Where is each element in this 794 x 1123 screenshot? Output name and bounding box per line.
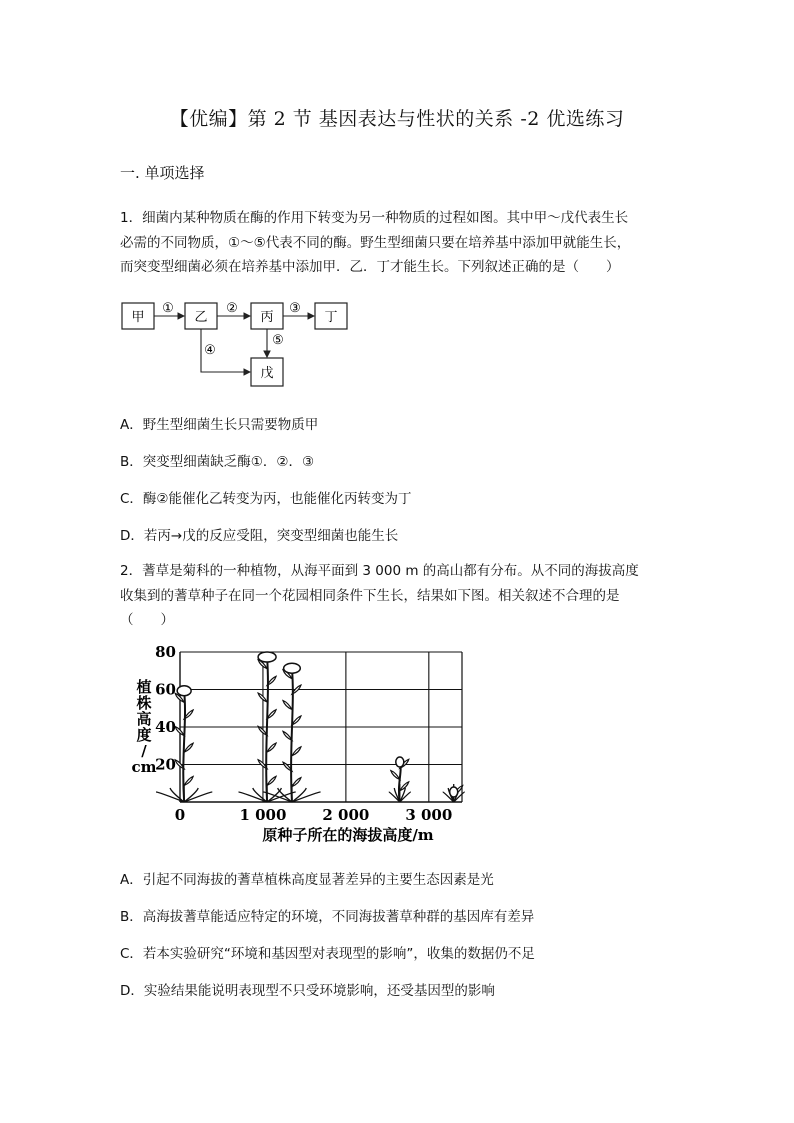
y-tick-label: 20 [155,755,176,774]
question-1-line: 而突变型细菌必须在培养基中添加甲．乙．丁才能生长。下列叙述正确的是（ ） [120,259,620,275]
question-1-option-b: B．突变型细菌缺乏酶①．②．③ [120,454,315,470]
question-1-text [120,206,690,280]
plant-leaf [391,771,400,780]
plant-flower-head [284,663,301,673]
page-title: 【优编】第 2 节 基因表达与性状的关系 -2 优选练习 [169,108,625,130]
plant-leaf [283,731,292,740]
x-tick-label: 0 [174,806,186,824]
plant-height-chart [120,640,480,850]
enzyme-label: ⑤ [272,333,284,348]
node-label: 丙 [260,310,274,325]
y-tick-label: 60 [155,680,176,699]
section-heading: 一. 单项选择 [120,164,205,182]
x-tick-label: 1 000 [239,806,287,824]
y-tick-label: 80 [155,643,176,661]
question-2-text [120,559,690,633]
plant-leaf [400,792,411,802]
question-2-line: （ ） [120,612,174,628]
question-2-option-d: D．实验结果能说明表现型不只受环境影响，还受基因型的影响 [120,983,495,999]
node-label: 甲 [131,310,145,325]
plant-flower-head [177,686,191,696]
plant-stem [266,658,268,802]
plant-leaf [292,778,301,787]
plant-flower-head [396,757,404,767]
plant-leaf [184,743,193,752]
y-axis-label: 高 [136,710,152,728]
plant-flower-head [450,787,458,797]
plant-leaf [267,776,276,785]
question-2-option-b: B．高海拔蓍草能适应特定的环境，不同海拔蓍草种群的基因库有差异 [120,909,535,925]
node-label: 乙 [194,310,208,325]
plant-leaf [184,792,212,802]
x-tick-label: 3 000 [405,806,453,824]
y-axis-label: 度 [136,726,152,744]
plant-leaf [267,710,276,719]
pathway-diagram [118,294,378,394]
question-2-line: 收集到的蓍草种子在同一个花园相同条件下生长，结果如下图。相关叙述不合理的是 [120,587,620,604]
x-axis-label: 原种子所在的海拔高度/m [262,826,434,844]
x-tick-label: 2 000 [322,806,370,824]
question-1-line: 1．细菌内某种物质在酶的作用下转变为另一种物质的过程如图。其中甲～戊代表生长 [120,210,629,226]
y-axis-label: 株 [136,694,152,712]
plant-leaf [292,792,321,802]
question-2-line: 2．蓍草是菊科的一种植物，从海平面到 3 000 m 的高山都有分布。从不同的海拔高度 [120,563,639,579]
enzyme-label: ① [162,301,174,316]
question-2-option-c: C．若本实验研究“环境和基因型对表现型的影响”，收集的数据仍不足 [120,946,535,962]
plant-leaf [292,747,301,756]
plant-leaf [184,776,193,785]
node-label: 戊 [260,366,274,381]
question-1-option-d: D．若丙→戊的反应受阻，突变型细菌也能生长 [120,528,399,544]
question-1-option-c: C．酶②能催化乙转变为丙，也能催化丙转变为丁 [120,491,412,507]
plant-flower-head [258,652,276,662]
question-2-option-a: A．引起不同海拔的蓍草植株高度显著差异的主要生态因素是光 [120,872,494,888]
y-axis-label: cm [131,758,157,776]
y-axis-label: 植 [136,678,152,696]
y-tick-label: 40 [155,718,176,736]
plant-leaf [267,743,276,752]
plant-silhouette [156,686,212,802]
plant-leaf [400,782,409,791]
enzyme-label: ④ [204,343,216,358]
plant-leaf [283,701,292,710]
enzyme-label: ② [226,301,238,316]
y-axis-label: / [141,742,147,760]
node-label: 丁 [324,310,338,325]
question-1-option-a: A．野生型细菌生长只需要物质甲 [120,417,319,433]
plant-silhouette [389,757,411,802]
enzyme-label: ③ [289,301,301,316]
question-1-line: 必需的不同物质，①～⑤代表不同的酶。野生型细菌只要在培养基中添加甲就能生长， [120,234,631,251]
